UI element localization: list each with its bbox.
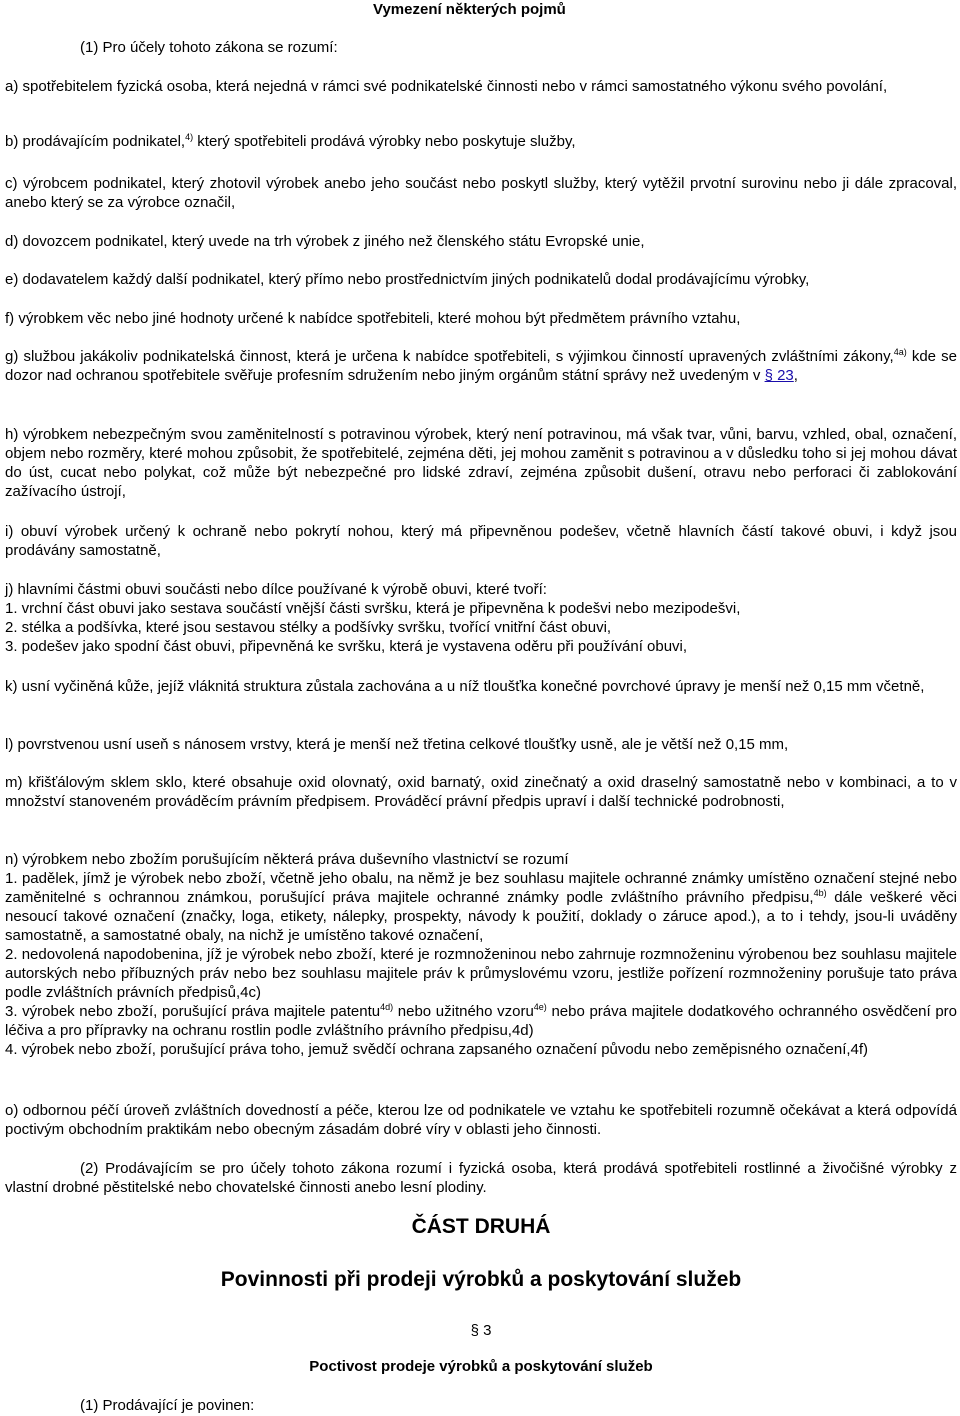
part-title: ČÁST DRUHÁ <box>411 1215 551 1238</box>
footnote-ref[interactable]: 4e) <box>533 1002 547 1012</box>
definition-h: h) výrobkem nebezpečným svou zaměnitelností s potravinou výrobek, který není potravinou, má však tvar, vůni, barvu, vzhled, obal, označení, objem nebo rozměry, které mohou způsobit, že spotřebitelé, zejména děti, jej mohou zaměnit s potravinou a v důsledku toho si jej mohou dávat do úst, cucat nebo polykat, což může být nebezpečné pro lidské zdraví, zejména způsobit dušení, otravu nebo perforaci či zablokování zažívacího ústrojí, <box>5 426 957 500</box>
paragraph-3-start: (1) Prodávající je povinen: <box>80 1397 255 1414</box>
section-link[interactable]: § 23 <box>764 367 794 384</box>
section-heading: Vymezení některých pojmů <box>373 1 566 18</box>
definition-n-item-1-cont: dále veškeré věci nesoucí takové označení (značky, loga, etikety, nálepky, prospekty, návody k použití, doklady o záruce apod.), a to i tehdy, jsou-li uváděny samostatně, a samostatné obaly, na nichž je umístěno takové označení, <box>5 889 957 944</box>
definition-j-intro: j) hlavními částmi obuvi součásti nebo dílce používané k výrobě obuvi, které tvoří: <box>5 581 547 598</box>
definition-j-item-1: 1. vrchní část obuvi jako sestava součástí vnější části svršku, která je připevněna k podešvi nebo mezipodešvi, <box>5 600 741 617</box>
definition-d: d) dovozcem podnikatel, který uvede na trh výrobek z jiného než členského státu Evropské unie, <box>5 233 645 250</box>
definition-b-text-cont: který spotřebiteli prodává výrobky nebo poskytuje služby, <box>193 133 576 150</box>
definition-b-text: b) prodávajícím podnikatel, <box>5 133 186 150</box>
definition-g <box>5 347 957 385</box>
intro-paragraph: (1) Pro účely tohoto zákona se rozumí: <box>80 39 338 56</box>
definition-n-intro: n) výrobkem nebo zbožím porušujícím některá práva duševního vlastnictví se rozumí <box>5 851 569 868</box>
definition-c: c) výrobcem podnikatel, který zhotovil výrobek anebo jeho součást nebo poskytl služby, který vytěžil prvotní surovinu nebo ji dále zpracoval, anebo který se za výrobce označil, <box>5 175 957 211</box>
definition-j <box>5 580 957 656</box>
definition-e: e) dodavatelem každý další podnikatel, který přímo nebo prostřednictvím jiných podnikatelů dodal prodávajícímu výrobky, <box>5 271 810 288</box>
footnote-ref[interactable]: 4b) <box>813 888 827 898</box>
definition-k: k) usní vyčiněná kůže, jejíž vláknitá struktura zůstala zachována a u níž tloušťka konečné povrchové úpravy je menší než 0,15 mm včetně, <box>5 678 925 695</box>
section-number: § 3 <box>470 1322 492 1339</box>
footnote-ref[interactable]: 4a) <box>893 347 907 357</box>
definition-j-item-2: 2. stélka a podšívka, které jsou sestavou stélky a podšívky svršku, tvořící vnitřní část obuvi, <box>5 619 612 636</box>
definition-n-item-2: 2. nedovolená napodobenina, jíž je výrobek nebo zboží, které je rozmnoženinou nebo zahrnuje rozmnoženinu výrobenou bez souhlasu majitele autorských nebo příbuzných práv nebo bez souhlasu majitele práv k průmyslovému vzoru, jestliže pořízení rozmnoženiny porušuje tato práva podle zvláštních právních předpisů,4c) <box>5 946 957 1001</box>
definition-n-item-3-text: 3. výrobek nebo zboží, porušující práva majitele patentu <box>5 1003 381 1020</box>
definition-f: f) výrobkem věc nebo jiné hodnoty určené k nabídce spotřebiteli, které mohou být předmětem právního vztahu, <box>5 310 741 327</box>
definition-n-item-1-text: 1. padělek, jímž je výrobek nebo zboží, včetně jeho obalu, na němž je bez souhlasu majitele ochranné známky umístěno označení stejné nebo zaměnitelné s ochrannou známkou, porušující práva majitele ochranné známky podle zvláštního právního předpisu, <box>5 870 957 906</box>
definition-n-item-3-cont: nebo práva majitele dodatkového ochranného osvědčení pro léčiva a pro přípravky na ochranu rostlin podle zvláštního právního předpisu,4d) <box>5 1003 957 1039</box>
footnote-ref[interactable]: 4d) <box>380 1002 394 1012</box>
footnote-ref[interactable]: 4) <box>185 132 194 142</box>
definition-n-item-3 <box>5 1002 957 1040</box>
definition-b <box>5 132 957 151</box>
section-title: Poctivost prodeje výrobků a poskytování služeb <box>309 1358 653 1375</box>
definition-i: i) obuví výrobek určený k ochraně nebo pokrytí nohou, který má připevněnou podešev, včetně hlavních částí takové obuvi, i když jsou prodávány samostatně, <box>5 523 957 559</box>
definition-n-item-4: 4. výrobek nebo zboží, porušující práva toho, jemuž svědčí ochrana zapsaného označení původu nebo zeměpisného označení,4f) <box>5 1041 869 1058</box>
part-subtitle: Povinnosti při prodeji výrobků a poskytování služeb <box>220 1268 742 1291</box>
definition-n-item-1 <box>5 869 957 945</box>
definition-m: m) křišťálovým sklem sklo, které obsahuje oxid olovnatý, oxid barnatý, oxid zinečnatý a oxid draselný samostatně nebo v kombinaci, a to v množství stanoveném prováděcím právním předpisem. Prováděcí právní předpis upraví i další technické podrobnosti, <box>5 774 957 810</box>
definition-n <box>5 850 957 1059</box>
definition-a: a) spotřebitelem fyzická osoba, která nejedná v rámci své podnikatelské činnosti nebo v rámci samostatného výkonu svého povolání, <box>5 78 888 95</box>
definition-o: o) odbornou péčí úroveň zvláštních dovedností a péče, kterou lze od podnikatele ve vztahu ke spotřebiteli rozumně očekávat a která odpovídá poctivým obchodním praktikám nebo obecným zásadám dobré víry v oblasti jeho činnosti. <box>5 1102 957 1138</box>
definition-g-end: , <box>793 367 798 384</box>
definition-g-text: g) službou jakákoliv podnikatelská činnost, která je určena k nabídce spotřebiteli, s výjimkou činností upravených zvláštními zákony, <box>5 348 894 365</box>
definition-l: l) povrstvenou usní useň s nánosem vrstvy, která je menší než třetina celkové tloušťky usně, ale je větší než 0,15 mm, <box>5 736 789 753</box>
definition-n-item-3-mid: nebo užitného vzoru <box>393 1003 534 1020</box>
definition-j-item-3: 3. podešev jako spodní část obuvi, připevněná ke svršku, která je vystavena oděru při používání obuvi, <box>5 638 688 655</box>
paragraph-2: (2) Prodávajícím se pro účely tohoto zákona rozumí i fyzická osoba, která prodává spotřebiteli rostlinné a živočišné výrobky z vlastní drobné pěstitelské nebo chovatelské činnosti anebo lesní plodiny. <box>5 1160 957 1196</box>
definition-g-text-cont: kde se dozor nad ochranou spotřebitele svěřuje profesním sdružením nebo jiným orgánům státní správy než uvedeným v <box>5 348 957 384</box>
